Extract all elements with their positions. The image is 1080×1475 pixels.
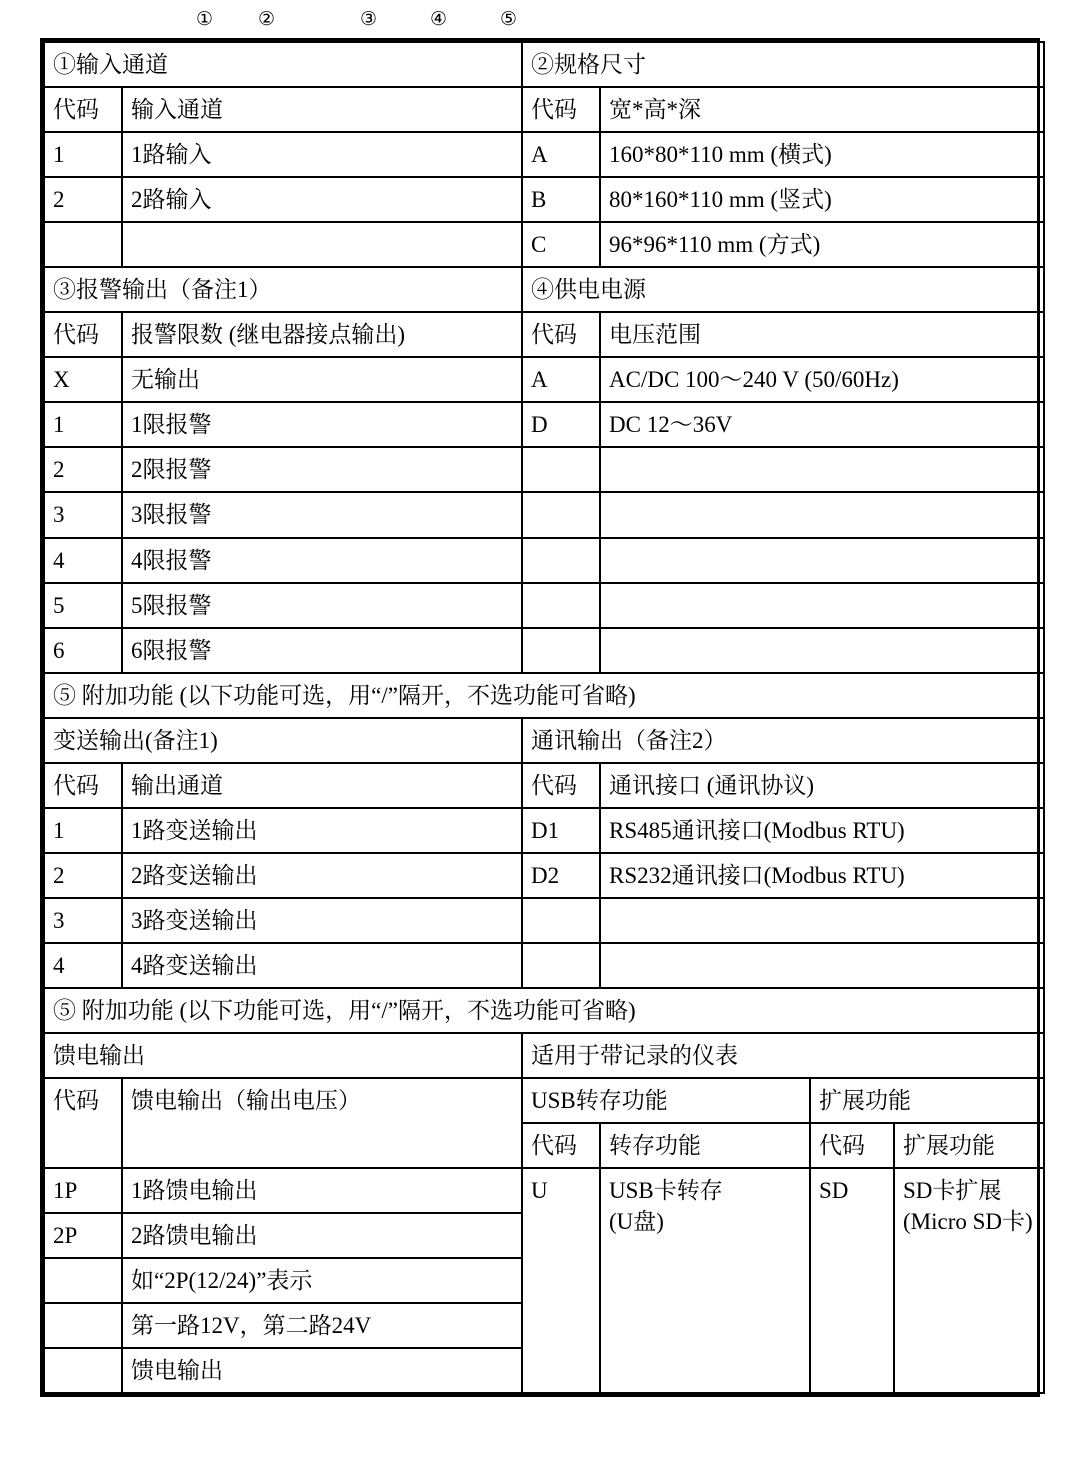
section5b-ext-col-code: 代码 bbox=[810, 1123, 894, 1168]
section5a-left-row-code: 3 bbox=[44, 898, 122, 943]
section5a-left-row-desc: 1路变送输出 bbox=[122, 808, 522, 853]
section4-row-desc: DC 12～36V bbox=[600, 402, 1044, 447]
section4-spacer bbox=[522, 583, 600, 628]
section1-spacer bbox=[44, 222, 122, 267]
section5b-usb-col-desc: 转存功能 bbox=[600, 1123, 810, 1168]
section2-col-code: 代码 bbox=[522, 87, 600, 132]
section3-row-desc: 5限报警 bbox=[122, 583, 522, 628]
section4-spacer bbox=[600, 447, 1044, 492]
section2-row-desc: 96*96*110 mm (方式) bbox=[600, 222, 1044, 267]
section4-spacer bbox=[522, 447, 600, 492]
marker-3: ③ bbox=[360, 8, 378, 30]
section4-spacer bbox=[600, 583, 1044, 628]
table-row bbox=[44, 1033, 1044, 1078]
section3-col-code: 代码 bbox=[44, 312, 122, 357]
section1-row-desc: 1路输入 bbox=[122, 132, 522, 177]
section5a-right-title: 通讯输出（备注2） bbox=[522, 718, 1044, 763]
section5a-left-col-code: 代码 bbox=[44, 763, 122, 808]
table-row bbox=[44, 988, 1044, 1033]
section5a-left-row-code: 4 bbox=[44, 943, 122, 988]
section5b-usb-row-desc bbox=[600, 1168, 810, 1393]
marker-5: ⑤ bbox=[500, 8, 518, 30]
section5b-left-note: 如“2P(12/24)”表示 bbox=[122, 1258, 522, 1303]
section4-row-desc: AC/DC 100～240 V (50/60Hz) bbox=[600, 357, 1044, 402]
section2-row-code: A bbox=[522, 132, 600, 177]
section3-row-desc: 6限报警 bbox=[122, 628, 522, 673]
table-row bbox=[44, 357, 1044, 402]
section5b-usb-row-code: U bbox=[522, 1168, 600, 1393]
table-row bbox=[44, 853, 1044, 898]
section5a-left-row-code: 1 bbox=[44, 808, 122, 853]
section1-row-code: 1 bbox=[44, 132, 122, 177]
section4-spacer bbox=[522, 492, 600, 537]
section5a-right-row-desc: RS485通讯接口(Modbus RTU) bbox=[600, 808, 1044, 853]
table-row bbox=[44, 312, 1044, 357]
section4-spacer bbox=[600, 628, 1044, 673]
table-row bbox=[44, 808, 1044, 853]
section5a-right-spacer bbox=[600, 943, 1044, 988]
callout-markers bbox=[0, 0, 1080, 36]
section5b-left-row-desc: 2路馈电输出 bbox=[122, 1213, 522, 1258]
table-row bbox=[44, 42, 1044, 87]
section3-row-code: 3 bbox=[44, 492, 122, 537]
section1-spacer bbox=[122, 222, 522, 267]
section5a-right-spacer bbox=[522, 943, 600, 988]
table-row bbox=[44, 673, 1044, 718]
section3-row-code: X bbox=[44, 357, 122, 402]
table-row bbox=[44, 943, 1044, 988]
table-row bbox=[44, 1168, 1044, 1213]
table-row bbox=[44, 132, 1044, 177]
section3-row-desc: 1限报警 bbox=[122, 402, 522, 447]
section5b-usb-col-code: 代码 bbox=[522, 1123, 600, 1168]
table-row bbox=[44, 583, 1044, 628]
ordering-code-table bbox=[40, 38, 1040, 1397]
section2-row-desc: 160*80*110 mm (横式) bbox=[600, 132, 1044, 177]
section5a-left-title: 变送输出(备注1) bbox=[44, 718, 522, 763]
section5a-right-col-code: 代码 bbox=[522, 763, 600, 808]
section5a-right-row-desc: RS232通讯接口(Modbus RTU) bbox=[600, 853, 1044, 898]
section4-spacer bbox=[522, 538, 600, 583]
section3-row-desc: 无输出 bbox=[122, 357, 522, 402]
usb-desc-line1: USB卡转存 bbox=[609, 1178, 723, 1204]
section3-row-desc: 4限报警 bbox=[122, 538, 522, 583]
section4-spacer bbox=[522, 628, 600, 673]
section5a-left-row-desc: 2路变送输出 bbox=[122, 853, 522, 898]
section5a-left-col-desc: 输出通道 bbox=[122, 763, 522, 808]
section4-spacer bbox=[600, 538, 1044, 583]
section5a-left-row-desc: 4路变送输出 bbox=[122, 943, 522, 988]
section5a-right-spacer bbox=[522, 898, 600, 943]
specification-grid bbox=[43, 41, 1045, 1394]
section5a-right-row-code: D2 bbox=[522, 853, 600, 898]
section4-col-desc: 电压范围 bbox=[600, 312, 1044, 357]
table-row bbox=[44, 87, 1044, 132]
section5b-ext-col-desc: 扩展功能 bbox=[894, 1123, 1044, 1168]
section3-row-code: 5 bbox=[44, 583, 122, 628]
section2-row-desc: 80*160*110 mm (竖式) bbox=[600, 177, 1044, 222]
section4-col-code: 代码 bbox=[522, 312, 600, 357]
section5b-left-row-code: 1P bbox=[44, 1168, 122, 1213]
section2-row-code: C bbox=[522, 222, 600, 267]
section4-row-code: D bbox=[522, 402, 600, 447]
table-row bbox=[44, 763, 1044, 808]
section1-row-desc: 2路输入 bbox=[122, 177, 522, 222]
section5b-left-spacer bbox=[44, 1348, 122, 1393]
section5b-usb-title: USB转存功能 bbox=[522, 1078, 810, 1123]
section3-title: ③报警输出（备注1） bbox=[44, 267, 522, 312]
table-row bbox=[44, 222, 1044, 267]
section2-row-code: B bbox=[522, 177, 600, 222]
table-row bbox=[44, 492, 1044, 537]
ext-desc-line1: SD卡扩展 bbox=[903, 1178, 1002, 1204]
ext-desc-line2: (Micro SD卡) bbox=[903, 1209, 1033, 1235]
section3-col-desc: 报警限数 (继电器接点输出) bbox=[122, 312, 522, 357]
section5a-right-row-code: D1 bbox=[522, 808, 600, 853]
table-row bbox=[44, 628, 1044, 673]
section5b-ext-title: 扩展功能 bbox=[810, 1078, 1044, 1123]
marker-4: ④ bbox=[430, 8, 448, 30]
section5b-left-title: 馈电输出 bbox=[44, 1033, 522, 1078]
table-row bbox=[44, 538, 1044, 583]
section3-row-desc: 2限报警 bbox=[122, 447, 522, 492]
section3-row-code: 2 bbox=[44, 447, 122, 492]
marker-1: ① bbox=[196, 8, 214, 30]
section5b-left-col-code: 代码 bbox=[44, 1078, 122, 1168]
section5b-left-row-desc: 1路馈电输出 bbox=[122, 1168, 522, 1213]
usb-desc-line2: (U盘) bbox=[609, 1209, 664, 1235]
section1-col-desc: 输入通道 bbox=[122, 87, 522, 132]
section5b-right-title: 适用于带记录的仪表 bbox=[522, 1033, 1044, 1078]
section5b-left-note: 第一路12V，第二路24V bbox=[122, 1303, 522, 1348]
table-row bbox=[44, 402, 1044, 447]
section4-row-code: A bbox=[522, 357, 600, 402]
section2-title: ②规格尺寸 bbox=[522, 42, 1044, 87]
section1-col-code: 代码 bbox=[44, 87, 122, 132]
section5b-ext-row-desc bbox=[894, 1168, 1044, 1393]
section1-row-code: 2 bbox=[44, 177, 122, 222]
section5b-left-col-desc: 馈电输出（输出电压） bbox=[122, 1078, 522, 1168]
table-row bbox=[44, 1078, 1044, 1123]
section3-row-code: 6 bbox=[44, 628, 122, 673]
section5a-left-row-desc: 3路变送输出 bbox=[122, 898, 522, 943]
table-row bbox=[44, 447, 1044, 492]
section5a-left-row-code: 2 bbox=[44, 853, 122, 898]
table-row bbox=[44, 718, 1044, 763]
section5a-banner: ⑤ 附加功能 (以下功能可选，用“/”隔开，不选功能可省略) bbox=[44, 673, 1044, 718]
table-row bbox=[44, 267, 1044, 312]
section5b-left-spacer bbox=[44, 1258, 122, 1303]
section5b-banner: ⑤ 附加功能 (以下功能可选，用“/”隔开，不选功能可省略) bbox=[44, 988, 1044, 1033]
section5a-right-spacer bbox=[600, 898, 1044, 943]
section1-title: ①输入通道 bbox=[44, 42, 522, 87]
section3-row-desc: 3限报警 bbox=[122, 492, 522, 537]
section4-title: ④供电电源 bbox=[522, 267, 1044, 312]
table-row bbox=[44, 898, 1044, 943]
section2-col-desc: 宽*高*深 bbox=[600, 87, 1044, 132]
section5b-left-row-code: 2P bbox=[44, 1213, 122, 1258]
section5b-left-note: 馈电输出 bbox=[122, 1348, 522, 1393]
section3-row-code: 1 bbox=[44, 402, 122, 447]
marker-2: ② bbox=[258, 8, 276, 30]
section5b-left-spacer bbox=[44, 1303, 122, 1348]
table-row bbox=[44, 177, 1044, 222]
section3-row-code: 4 bbox=[44, 538, 122, 583]
section4-spacer bbox=[600, 492, 1044, 537]
section5a-right-col-desc: 通讯接口 (通讯协议) bbox=[600, 763, 1044, 808]
section5b-ext-row-code: SD bbox=[810, 1168, 894, 1393]
